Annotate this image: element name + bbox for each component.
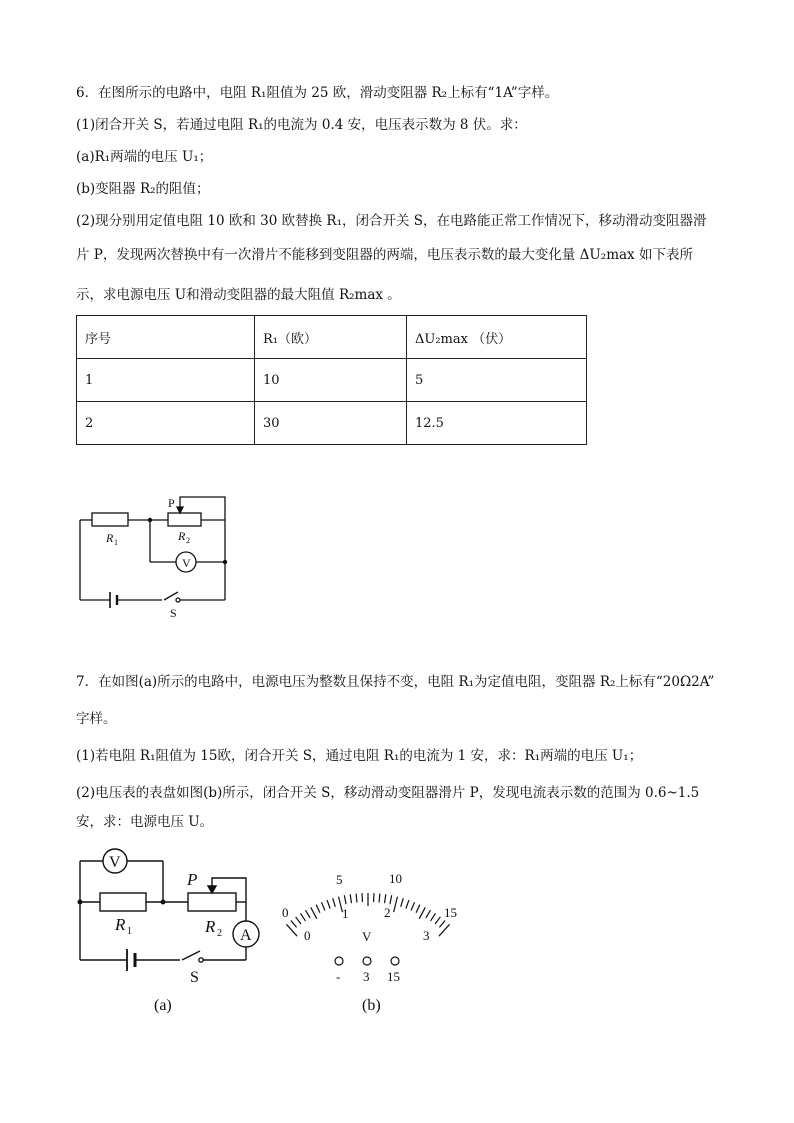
dial-inner-label: 0: [304, 928, 311, 943]
dial-outer-label: 15: [444, 905, 457, 920]
q6-line-1: 6．在图所示的电路中，电阻 R₁阻值为 25 欧，滑动变阻器 R₂上标有“1A”字样。: [76, 85, 559, 101]
dial-tick: [406, 900, 409, 908]
dial-tick: [411, 902, 414, 910]
q7-line-3: (1)若电阻 R₁阻值为 15欧，闭合开关 S，通过电阻 R₁的电流为 1 安，求：R₁两端的电压 U₁；: [76, 748, 643, 764]
terminal-label: -: [336, 969, 341, 984]
dial-inner-label: 2: [384, 905, 391, 920]
table-cell: 2: [77, 402, 255, 445]
dial-tick: [291, 921, 297, 928]
dial-tick: [333, 898, 336, 907]
dial-tick: [322, 902, 325, 910]
q7-line-4: (2)电压表的表盘如图(b)所示，闭合开关 S，移动滑动变阻器滑片 P，发现电流表示数的范围为 0.6~1.5: [76, 785, 700, 801]
dial-tick: [301, 913, 306, 921]
dial-tick: [350, 894, 351, 903]
table-header-row: [77, 316, 587, 359]
r1-label: R: [115, 915, 126, 934]
dial-tick: [296, 917, 301, 924]
table-row: [77, 402, 587, 445]
dial-tick: [306, 910, 311, 918]
dial-outer-label: 5: [336, 872, 343, 887]
dial-tick: [316, 905, 320, 913]
q6-line-4: (b)变阻器 R₂的阻值；: [76, 181, 210, 197]
table-cell: 10: [255, 359, 407, 402]
q6-line-7: 示，求电源电压 U和滑动变阻器的最大阻值 R₂max 。: [76, 287, 401, 303]
figure-b-caption: (b): [362, 997, 381, 1014]
rheostat-r2: [188, 893, 236, 911]
dial-tick: [311, 907, 317, 919]
terminal-3v: [363, 957, 371, 965]
r2-label: R: [178, 529, 186, 543]
dial-tick: [379, 894, 380, 903]
r2-sub-label: 2: [186, 536, 190, 545]
dial-tick: [344, 895, 346, 904]
q6-data-table: [76, 315, 587, 445]
slider-label: P: [168, 496, 175, 510]
table-header-cell: 序号: [77, 316, 255, 359]
dial-tick: [416, 905, 420, 913]
dial-tick: [426, 910, 431, 918]
voltmeter-label: V: [109, 854, 121, 871]
slider-label: P: [187, 870, 198, 889]
q6-line-6: 片 P，发现两次替换中有一次滑片不能移到变阻器的两端，电压表示数的最大变化量 ΔU₂max 如下表所: [76, 247, 693, 263]
table-cell: 12.5: [407, 402, 587, 445]
dial-tick: [431, 913, 436, 921]
q7-line-2: 字样。: [76, 711, 117, 727]
q6-line-2: (1)闭合开关 S，若通过电阻 R₁的电流为 0.4 安，电压表示数为 8 伏。求：: [76, 117, 527, 133]
dial-tick: [385, 894, 386, 903]
dial-unit-label: V: [362, 929, 372, 944]
rheostat-r2: [168, 513, 201, 526]
dial-tick: [435, 917, 440, 924]
r2-sub-label: 2: [217, 928, 222, 939]
q7-line-1: 7．在如图(a)所示的电路中，电源电压为整数且保持不变，电阻 R₁为定值电阻，变阻器 R₂上标有“20Ω2A”: [76, 674, 715, 690]
dial-tick: [362, 893, 363, 902]
switch-label: S: [170, 606, 177, 620]
q6-circuit-diagram: [70, 490, 240, 625]
table-header-cell: R₁（欧）: [255, 316, 407, 359]
figure-a-caption: (a): [154, 997, 172, 1014]
dial-outer-label: 0: [282, 905, 289, 920]
table-cell: 1: [77, 359, 255, 402]
terminal-label: 15: [387, 969, 400, 984]
resistor-r1: [92, 513, 128, 526]
q7-circuit-a-diagram: [70, 845, 270, 1015]
resistor-r1: [100, 893, 146, 911]
terminal-15v: [391, 957, 399, 965]
dial-tick: [374, 893, 375, 902]
switch-s: [182, 951, 200, 960]
q6-line-5: (2)现分别用定值电阻 10 欧和 30 欧替换 R₁，闭合开关 S，在电路能正常工作情况下，移动滑动变阻器滑: [76, 213, 707, 229]
r2-label: R: [205, 917, 216, 936]
terminal-label: 3: [363, 969, 370, 984]
ammeter-label: A: [240, 927, 252, 944]
dial-tick: [390, 895, 392, 904]
switch-label: S: [190, 969, 199, 986]
q6-line-3: (a)R₁两端的电压 U₁；: [76, 149, 213, 165]
dial-tick: [394, 897, 398, 913]
dial-tick: [356, 894, 357, 903]
table-row: [77, 359, 587, 402]
q7-meter-b-dial: [278, 865, 478, 1015]
r1-sub-label: 1: [127, 926, 132, 937]
dial-outer-label: 10: [389, 871, 402, 886]
r1-sub-label: 1: [114, 538, 118, 547]
table-header-cell: ΔU₂max （伏）: [407, 316, 587, 359]
dial-inner-label: 3: [423, 928, 430, 943]
dial-tick: [327, 900, 330, 908]
dial-tick: [401, 898, 404, 907]
table-cell: 30: [255, 402, 407, 445]
table-cell: 5: [407, 359, 587, 402]
q7-line-5: 安，求：电源电压 U。: [76, 814, 214, 830]
dial-tick: [419, 907, 425, 919]
r1-label: R: [106, 531, 114, 545]
voltmeter-label: V: [182, 556, 191, 570]
dial-tick: [439, 921, 445, 928]
dial-inner-label: 1: [342, 906, 349, 921]
terminal-negative: [335, 957, 343, 965]
